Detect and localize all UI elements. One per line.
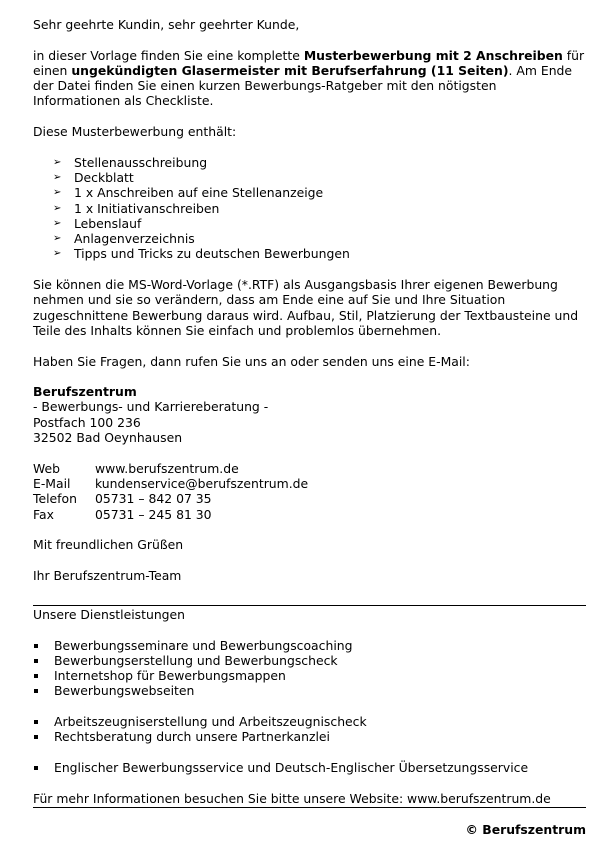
list-item-text: 1 x Anschreiben auf eine Stellenanzeige bbox=[74, 185, 324, 201]
contact-label: Telefon bbox=[33, 491, 77, 507]
contact-value-email[interactable]: kundenservice@berufszentrum.de bbox=[95, 475, 309, 491]
arrow-bullet-icon: ➢ bbox=[53, 217, 62, 229]
intro-text-3: . Am Ende der Datei finden Sie einen kurzen Bewerbungs-Ratgeber mit den nötigsten Informationen als Checkliste. bbox=[33, 62, 573, 109]
intro-text-1: in dieser Vorlage finden Sie eine komplette bbox=[33, 47, 304, 63]
list-item-text: Anlagenverzeichnis bbox=[74, 231, 195, 247]
list-item-text: Stellenausschreibung bbox=[74, 154, 208, 170]
signature: Ihr Berufszentrum-Team bbox=[33, 567, 182, 583]
list-item bbox=[33, 653, 586, 668]
contents-list bbox=[33, 155, 586, 262]
list-item bbox=[33, 638, 586, 653]
list-item-text: Bewerbungswebseiten bbox=[54, 683, 195, 699]
divider bbox=[33, 605, 586, 606]
arrow-bullet-icon: ➢ bbox=[53, 248, 62, 260]
services-heading: Unsere Dienstleistungen bbox=[33, 606, 186, 622]
contact-value-fax: 05731 – 245 81 30 bbox=[95, 506, 212, 522]
list-item-text: Tipps und Tricks zu deutschen Bewerbungen bbox=[74, 246, 350, 262]
list-item bbox=[33, 714, 586, 729]
more-info: Für mehr Informationen besuchen Sie bitte unsere Website: www.berufszentrum.de bbox=[33, 790, 551, 806]
divider bbox=[33, 807, 586, 808]
contact-row-phone bbox=[33, 491, 586, 506]
contact-value-phone: 05731 – 842 07 35 bbox=[95, 491, 212, 507]
address-block bbox=[33, 384, 586, 445]
company-name: Berufszentrum bbox=[33, 384, 137, 400]
document-page bbox=[33, 17, 586, 837]
city: 32502 Bad Oeynhausen bbox=[33, 430, 183, 446]
list-item bbox=[33, 170, 586, 185]
list-item bbox=[33, 201, 586, 216]
list-item bbox=[33, 668, 586, 683]
arrow-bullet-icon: ➢ bbox=[53, 156, 62, 168]
contact-value-web[interactable]: www.berufszentrum.de bbox=[95, 460, 239, 476]
contact-label: E-Mail bbox=[33, 475, 71, 491]
intro-text-2: für einen bbox=[33, 47, 585, 78]
square-bullet-icon bbox=[34, 766, 38, 770]
company-tagline: - Bewerbungs- und Karriereberatung - bbox=[33, 399, 269, 415]
list-item bbox=[33, 246, 586, 261]
arrow-bullet-icon: ➢ bbox=[53, 233, 62, 245]
list-item-text: Rechtsberatung durch unsere Partnerkanzlei bbox=[54, 729, 330, 745]
services-list-1 bbox=[33, 638, 586, 699]
closing: Mit freundlichen Grüßen bbox=[33, 537, 184, 553]
contents-heading: Diese Musterbewerbung enthält: bbox=[33, 124, 237, 140]
contact-row-web bbox=[33, 461, 586, 476]
postbox: Postfach 100 236 bbox=[33, 414, 141, 430]
arrow-bullet-icon: ➢ bbox=[53, 202, 62, 214]
list-item bbox=[33, 155, 586, 170]
list-item-text: Deckblatt bbox=[74, 169, 134, 185]
list-item-text: Arbeitszeugniserstellung und Arbeitszeugnischeck bbox=[54, 714, 367, 730]
intro-bold-1: Musterbewerbung mit 2 Anschreiben bbox=[303, 47, 563, 63]
square-bullet-icon bbox=[34, 659, 38, 663]
list-item bbox=[33, 231, 586, 246]
square-bullet-icon bbox=[34, 689, 38, 693]
contact-row-fax bbox=[33, 507, 586, 522]
intro-bold-2: ungekündigten Glasermeister mit Berufserfahrung (11 Seiten) bbox=[71, 62, 509, 78]
list-item-text: Lebenslauf bbox=[74, 215, 142, 231]
square-bullet-icon bbox=[34, 735, 38, 739]
questions-paragraph: Haben Sie Fragen, dann rufen Sie uns an oder senden uns eine E-Mail: bbox=[33, 353, 470, 369]
square-bullet-icon bbox=[34, 674, 38, 678]
contact-row-email bbox=[33, 476, 586, 491]
services-list-2 bbox=[33, 714, 586, 745]
list-item-text: Bewerbungsseminare und Bewerbungscoaching bbox=[54, 637, 353, 653]
arrow-bullet-icon: ➢ bbox=[53, 171, 62, 183]
list-item bbox=[33, 185, 586, 200]
list-item-text: Internetshop für Bewerbungsmappen bbox=[54, 668, 286, 684]
contact-label: Fax bbox=[33, 506, 54, 522]
contact-block bbox=[33, 461, 586, 522]
services-list-3 bbox=[33, 760, 586, 775]
list-item bbox=[33, 729, 586, 744]
contact-label: Web bbox=[33, 460, 61, 476]
list-item-text: 1 x Initiativanschreiben bbox=[74, 200, 220, 216]
list-item bbox=[33, 216, 586, 231]
greeting: Sehr geehrte Kundin, sehr geehrter Kunde, bbox=[33, 17, 300, 32]
list-item bbox=[33, 683, 586, 698]
square-bullet-icon bbox=[34, 644, 38, 648]
usage-paragraph: Sie können die MS-Word-Vorlage (*.RTF) als Ausgangsbasis Ihrer eigenen Bewerbung nehmen und sie so verändern, dass am Ende eine auf Sie und Ihre Situation zugeschnittene Bewerbung daraus wird. Aufbau, Stil, Platzierung der Textbausteine und Teile des Inhalts können Sie einfach und problemlos übernehmen. bbox=[33, 277, 579, 338]
square-bullet-icon bbox=[34, 720, 38, 724]
list-item bbox=[33, 760, 586, 775]
list-item-text: Bewerbungserstellung und Bewerbungscheck bbox=[54, 652, 338, 668]
arrow-bullet-icon: ➢ bbox=[53, 187, 62, 199]
list-item-text: Englischer Bewerbungsservice und Deutsch-Englischer Übersetzungsservice bbox=[54, 759, 529, 775]
intro-paragraph bbox=[33, 48, 586, 109]
copyright: © Berufszentrum bbox=[465, 821, 586, 837]
